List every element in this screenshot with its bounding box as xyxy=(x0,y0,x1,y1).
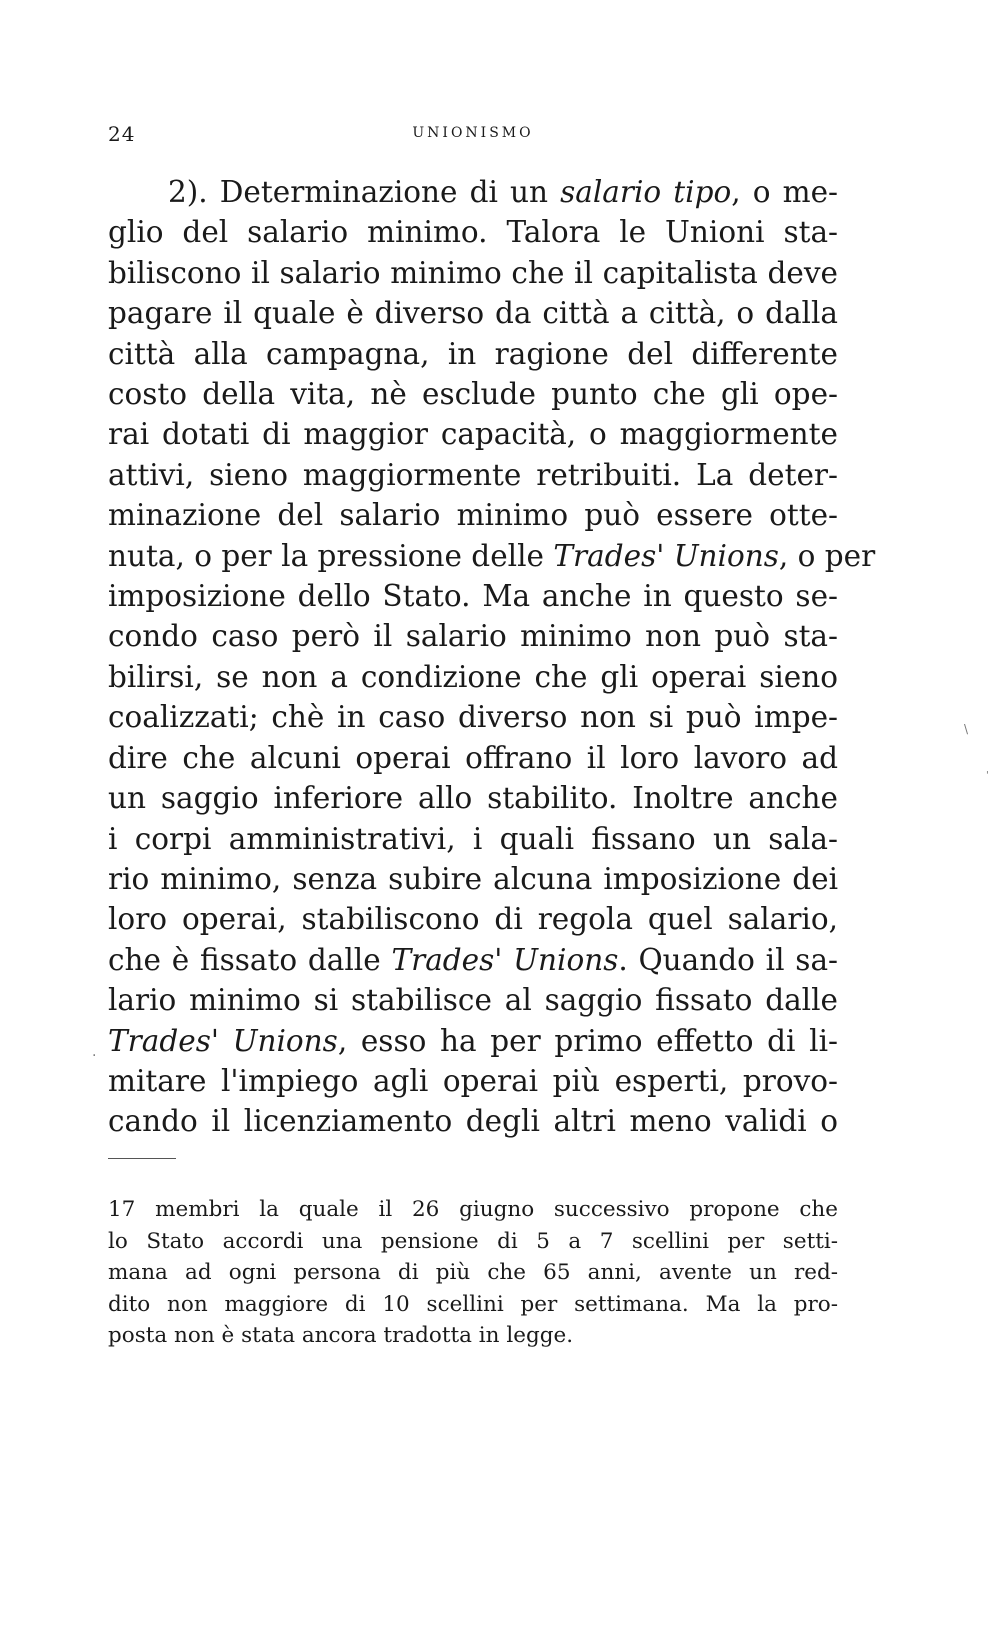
text-line xyxy=(108,495,838,535)
text-line xyxy=(108,778,838,818)
italic-segment: Trades' Unions xyxy=(391,942,619,977)
text-line xyxy=(108,334,838,374)
footnote-line: lo Stato accordi una pensione di 5 a 7 scellini per setti- xyxy=(108,1228,838,1254)
text-line xyxy=(108,212,838,252)
text-segment: condo caso però il salario minimo non può sta- xyxy=(108,619,838,654)
text-line xyxy=(108,819,838,859)
footnote xyxy=(108,1194,838,1352)
text-segment: cando il licenziamento degli altri meno validi o xyxy=(108,1104,838,1139)
text-line xyxy=(108,414,838,454)
text-line xyxy=(108,1021,838,1061)
text-line xyxy=(108,657,838,697)
footnote-line: dito non maggiore di 10 scellini per settimana. Ma la pro- xyxy=(108,1291,838,1317)
text-segment: dire che alcuni operai offrano il loro lavoro ad xyxy=(108,740,838,775)
speck: . xyxy=(92,1044,97,1060)
text-line xyxy=(108,697,838,737)
text-line xyxy=(108,1061,838,1101)
text-segment: biliscono il salario minimo che il capitalista deve xyxy=(108,255,838,290)
italic-segment: Trades' Unions xyxy=(553,538,779,573)
text-segment: rio minimo, senza subire alcuna imposizione dei xyxy=(108,861,838,896)
text-line xyxy=(108,940,838,980)
footnote-line: 17 membri la quale il 26 giugno successivo propone che xyxy=(108,1197,838,1222)
text-segment: mitare l'impiego agli operai più esperti, provo- xyxy=(108,1063,838,1098)
footnote-line: mana ad ogni persona di più che 65 anni, avente un red- xyxy=(108,1260,838,1285)
text-line xyxy=(108,536,876,576)
footnote-rule xyxy=(108,1158,176,1159)
text-segment: , o per xyxy=(778,538,876,573)
footnote-line: posta non è stata ancora tradotta in legge. xyxy=(108,1323,574,1348)
text-segment: , esso ha per primo effetto di li- xyxy=(337,1023,838,1058)
body-paragraph xyxy=(108,172,876,1142)
text-line xyxy=(108,899,838,939)
text-line xyxy=(108,172,838,212)
text-segment: glio del salario minimo. Talora le Unioni sta- xyxy=(108,215,838,250)
text-segment: , o me- xyxy=(731,175,838,209)
text-line xyxy=(108,980,838,1020)
text-segment: . Quando il sa- xyxy=(618,942,838,977)
italic-segment: Trades' Unions xyxy=(108,1023,338,1058)
text-segment: loro operai, stabiliscono di regola quel salario, xyxy=(108,902,838,937)
running-head: UNIONISMO xyxy=(412,125,534,141)
text-line xyxy=(108,455,838,495)
page-number: 24 xyxy=(108,122,136,146)
speck: \ xyxy=(964,722,969,736)
italic-segment: salario tipo xyxy=(560,175,732,209)
text-segment: lario minimo si stabilisce al saggio fissato dalle xyxy=(108,983,838,1018)
text-segment: coalizzati; chè in caso diverso non si può impe- xyxy=(108,700,838,735)
text-segment: i corpi amministrativi, i quali fissano un sala- xyxy=(108,821,838,856)
text-segment: città alla campagna, in ragione del differente xyxy=(108,336,838,371)
text-line xyxy=(108,616,838,656)
text-segment: bilirsi, se non a condizione che gli operai sieno xyxy=(108,659,838,694)
text-segment: imposizione dello Stato. Ma anche in questo se- xyxy=(108,579,838,614)
text-segment: un saggio inferiore allo stabilito. Inoltre anche xyxy=(108,781,838,816)
text-line xyxy=(108,859,838,899)
text-segment: pagare il quale è diverso da città a città, o dalla xyxy=(108,296,838,331)
text-line xyxy=(108,374,838,414)
text-segment: rai dotati di maggior capacità, o maggiormente xyxy=(108,417,838,452)
text-segment: costo della vita, nè esclude punto che gli ope- xyxy=(108,377,838,412)
speck: ' xyxy=(986,770,989,781)
text-segment: che è fissato dalle xyxy=(108,942,392,977)
text-line xyxy=(108,253,838,293)
text-line xyxy=(108,1101,838,1141)
text-segment: 2). Determinazione di un xyxy=(168,175,561,209)
text-segment: attivi, sieno maggiormente retribuiti. La deter- xyxy=(108,457,838,492)
page-header xyxy=(108,122,838,146)
text-segment: minazione del salario minimo può essere otte- xyxy=(108,498,838,533)
text-segment: nuta, o per la pressione delle xyxy=(108,538,554,573)
text-line xyxy=(108,293,838,333)
text-line xyxy=(108,738,838,778)
text-line xyxy=(108,576,838,616)
